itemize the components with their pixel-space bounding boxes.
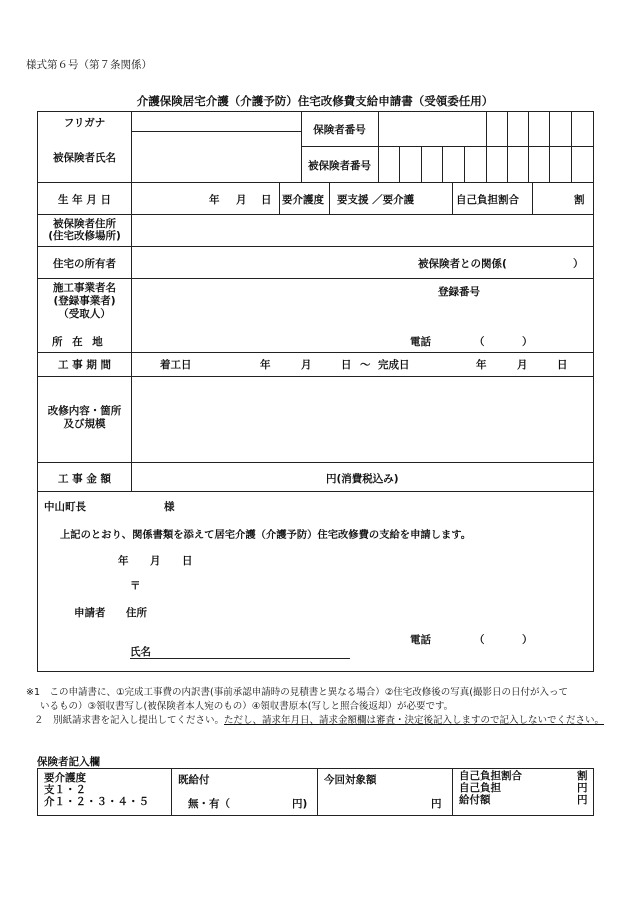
apply-year-unit: 年 (118, 555, 129, 567)
digit-line (571, 112, 572, 146)
start-day-unit: 日 (341, 359, 352, 371)
applicant-label: 申請者 (74, 607, 106, 619)
contractor-label-line1: 施工事業者名 (53, 282, 116, 294)
sama-label: 様 (164, 501, 175, 513)
row-line-3 (38, 246, 594, 247)
complete-year-unit: 年 (476, 359, 487, 371)
digit-line (464, 146, 465, 182)
start-month-unit: 月 (301, 359, 312, 371)
birth-year-unit: 年 (209, 194, 220, 206)
page-title: 介護保険居宅介護（介護予防）住宅改修費支給申請書（受領委任用） (136, 94, 494, 108)
insurer-col-line-1 (171, 769, 172, 815)
apply-month-unit: 月 (150, 555, 161, 567)
digit-line (421, 146, 422, 182)
row-line-2 (38, 214, 594, 215)
digit-line (507, 112, 508, 146)
care-label-divider (329, 182, 330, 214)
form-number: 様式第６号（第７条関係） (26, 59, 152, 71)
row-line-4 (38, 278, 594, 279)
digit-line (442, 146, 443, 182)
digit-line (549, 112, 550, 146)
care-level-label: 要介護度 (282, 194, 324, 206)
note-1-line1: ※1 この申請書に、①完成工事費の内訳書(事前承認申請時の見積書と異なる場合）②住宅改修後の写真(撮影日の日付が入って (26, 687, 568, 698)
digit-line (528, 146, 529, 182)
contractor-label-line2: (登録事業者) (53, 295, 116, 307)
apply-day-unit: 日 (182, 555, 193, 567)
note-2 (26, 714, 604, 728)
applicant-phone-label: 電話 (410, 634, 431, 646)
digit-line (507, 146, 508, 182)
copay-divider (452, 182, 453, 214)
insurer-row-separator (301, 146, 594, 147)
current-target-label: 今回対象額 (324, 774, 377, 786)
birth-day-unit: 日 (261, 194, 272, 206)
insurer-payment-yen: 円 (577, 794, 588, 806)
phone-paren-open: （ (474, 336, 485, 348)
yen-tax-included: 円(消費税込み) (326, 473, 399, 485)
insurer-section-table (37, 768, 594, 816)
residence-label: 住所 (126, 607, 147, 619)
registration-number-label: 登録番号 (438, 286, 480, 298)
row-line-6 (38, 376, 594, 377)
application-statement: 上記のとおり、関係書類を添えて居宅介護（介護予防）住宅改修費の支給を申請します。 (60, 529, 472, 541)
prior-payment-label: 既給付 (178, 774, 210, 786)
content-label-line2: 及び規模 (63, 418, 106, 430)
insurer-support-levels: 支１・２ (44, 784, 86, 796)
digit-line (549, 146, 550, 182)
applicant-phone-open: （ (474, 634, 485, 646)
phone-paren-close: ） (522, 336, 533, 348)
start-date-label: 着工日 (160, 359, 192, 371)
insured-name-label: 被保険者氏名 (53, 152, 116, 164)
support-care-options: 要支援 ／要介護 (337, 194, 415, 206)
notes (26, 686, 604, 728)
insurer-copay-wari: 割 (577, 770, 588, 782)
work-amount-label: 工 事 金 額 (58, 473, 111, 485)
copay-ratio-label: 自己負担割合 (456, 194, 519, 206)
complete-date-label: 完成日 (378, 359, 410, 371)
insurer-copay-ratio: 自己負担割合 (459, 770, 522, 782)
row-line-1 (38, 182, 594, 183)
label-column-line (131, 112, 132, 491)
complete-day-unit: 日 (557, 359, 568, 371)
digit-line (528, 112, 529, 146)
digit-line (571, 146, 572, 182)
birth-date-label: 生 年 月 日 (58, 194, 111, 206)
contractor-label-line3: （受取人） (58, 308, 111, 320)
digit-line (486, 146, 487, 182)
location-label: 所 在 地 (52, 336, 106, 348)
current-target-yen: 円 (431, 798, 442, 810)
content-label-line1: 改修内容・箇所 (47, 405, 122, 417)
insurer-care-level: 要介護度 (44, 772, 86, 784)
start-year-unit: 年 (260, 359, 271, 371)
copay-ratio-unit: 割 (574, 194, 585, 206)
postal-mark: 〒 (130, 580, 141, 592)
insurer-number-label: 保険者番号 (313, 124, 366, 136)
insurer-payment-amount: 給付額 (459, 794, 491, 806)
insurer-section-title: 保険者記入欄 (37, 756, 100, 768)
address-label-line1: 被保険者住所 (53, 218, 116, 230)
complete-month-unit: 月 (517, 359, 528, 371)
name-label: 氏名 (130, 646, 151, 658)
applicant-phone-close: ） (522, 634, 533, 646)
address-label-line2: (住宅改修場所) (48, 230, 121, 242)
owner-label: 住宅の所有者 (53, 258, 116, 270)
digit-line (399, 146, 400, 182)
insured-number-label: 被保険者番号 (308, 160, 371, 172)
prior-yen-close: 円) (292, 798, 308, 810)
name-underline (130, 658, 350, 659)
phone-label: 電話 (410, 336, 431, 348)
application-form-table (37, 111, 594, 672)
row-line-7 (38, 462, 594, 463)
note-1-line2: いるもの）③領収書写し(被保険者本人宛のもの）④領収書原本(写しと照合後返却）が必要です。 (40, 701, 454, 712)
note-2-a: ２ 別紙請求書を記入し提出してください。 (34, 715, 225, 726)
relation-label: 被保険者との関係( (418, 258, 507, 270)
row-line-8 (38, 491, 594, 492)
birth-care-divider (279, 182, 280, 214)
furigana-label: フリガナ (63, 117, 106, 129)
period-tilde: ～ (360, 359, 371, 371)
insurer-col-line-3 (452, 769, 453, 815)
furigana-separator (131, 131, 301, 132)
note-2-b: ただし、請求年月日、請求金額欄は審査・決定後記入しますので記入しないでください。 (224, 715, 605, 726)
insurer-care-levels: 介１・２・３・４・５ (44, 796, 149, 808)
insurer-col-line-2 (317, 769, 318, 815)
relation-close: ） (573, 258, 584, 270)
birth-month-unit: 月 (236, 194, 247, 206)
row-line-5 (38, 352, 594, 353)
insurer-value-line (378, 112, 379, 182)
insurer-copay: 自己負担 (459, 782, 501, 794)
work-period-label: 工 事 期 間 (58, 359, 111, 371)
copay-value-divider (532, 182, 533, 214)
digit-line (486, 112, 487, 146)
insurer-copay-yen: 円 (577, 782, 588, 794)
mayor-label: 中山町長 (44, 501, 86, 513)
none-yes-options: 無・有（ (188, 798, 230, 810)
